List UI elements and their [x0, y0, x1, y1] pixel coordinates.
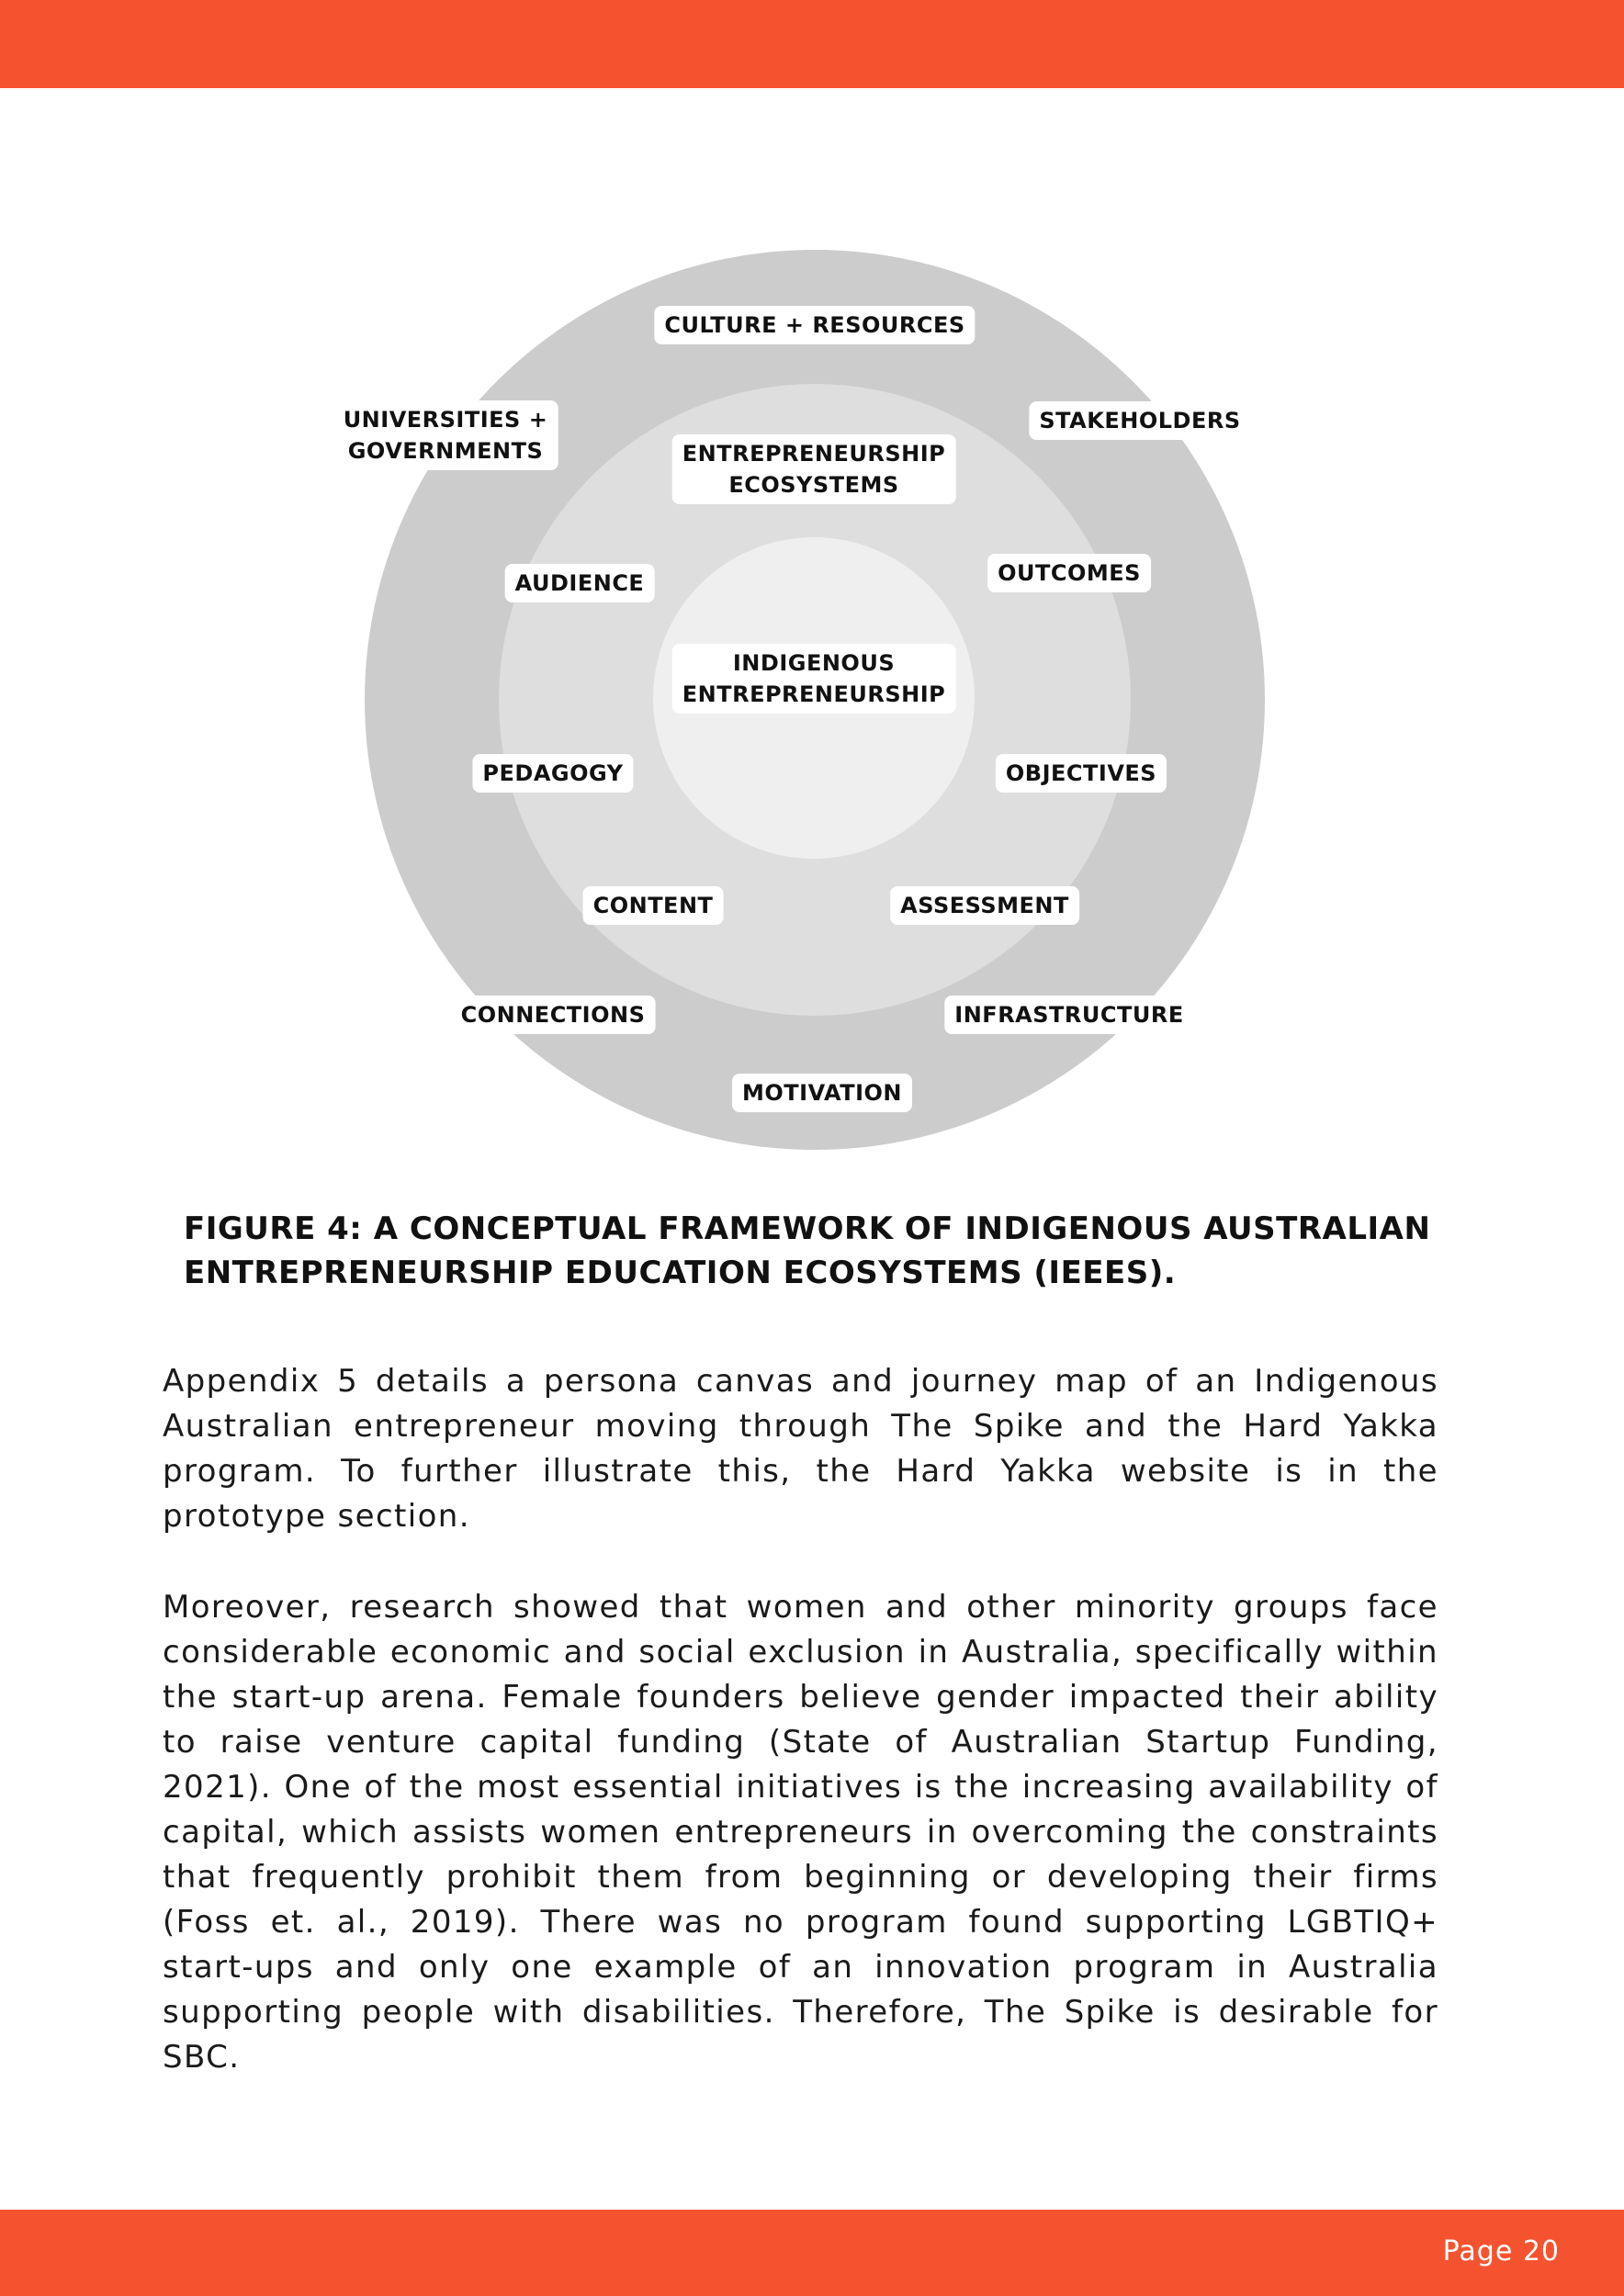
- label-culture-resources: CULTURE + RESOURCES: [654, 306, 975, 344]
- label-objectives: OBJECTIVES: [996, 754, 1167, 793]
- label-connections: CONNECTIONS: [451, 996, 656, 1034]
- label-assessment: ASSESSMENT: [890, 886, 1079, 925]
- label-indigenous-line-1: INDIGENOUS: [732, 650, 896, 676]
- label-universities-governments: [333, 400, 558, 470]
- label-universities-line-2: GOVERNMENTS: [347, 438, 544, 464]
- label-indigenous-entrepreneurship: [672, 644, 956, 714]
- figure-caption: FIGURE 4: A CONCEPTUAL FRAMEWORK OF INDIGENOUS AUSTRALIAN ENTREPRENEURSHIP EDUCATION ECOSYSTEMS (IEEES).: [184, 1210, 1431, 1291]
- label-infrastructure: INFRASTRUCTURE: [944, 996, 1193, 1034]
- label-ecosystems-line-1: ENTREPRENEURSHIP: [682, 441, 946, 467]
- label-entrepreneurship-ecosystems: [672, 434, 956, 504]
- label-audience: AUDIENCE: [505, 564, 655, 602]
- label-ecosystems-line-2: ECOSYSTEMS: [728, 472, 899, 498]
- body-paragraph-1: Appendix 5 details a persona canvas and journey map of an Indigenous Australian entrepreneur moving through The Spike and the Hard Yakka program. To further illustrate this, the Hard Yakka website is in the prototype section.: [163, 1363, 1438, 1535]
- label-content: CONTENT: [583, 886, 724, 925]
- body-paragraph-2: Moreover, research showed that women and other minority groups face considerable economic and social exclusion in Australia, specifically within the start-up arena. Female founders believe gender impacted their ability to raise venture capital funding (State of Australian Startup Funding, 2021). One of the most essential initiatives is the increasing availability of capital, which assists women entrepreneurs in overcoming the constraints that frequently prohibit them from beginning or developing their firms (Foss et. al., 2019). There was no program found supporting LGBTIQ+ start-ups and only one example of an innovation program in Australia supporting people with disabilities. Therefore, The Spike is desirable for SBC.: [163, 1589, 1438, 2076]
- label-motivation: MOTIVATION: [732, 1074, 912, 1112]
- label-outcomes: OUTCOMES: [987, 554, 1151, 592]
- page-number: Page 20: [1442, 2235, 1560, 2268]
- label-pedagogy: PEDAGOGY: [472, 754, 633, 793]
- label-universities-line-1: UNIVERSITIES +: [343, 407, 548, 433]
- footer-accent-bar: [0, 2210, 1624, 2296]
- label-indigenous-line-2: ENTREPRENEURSHIP: [682, 681, 946, 707]
- label-stakeholders: STAKEHOLDERS: [1029, 401, 1250, 440]
